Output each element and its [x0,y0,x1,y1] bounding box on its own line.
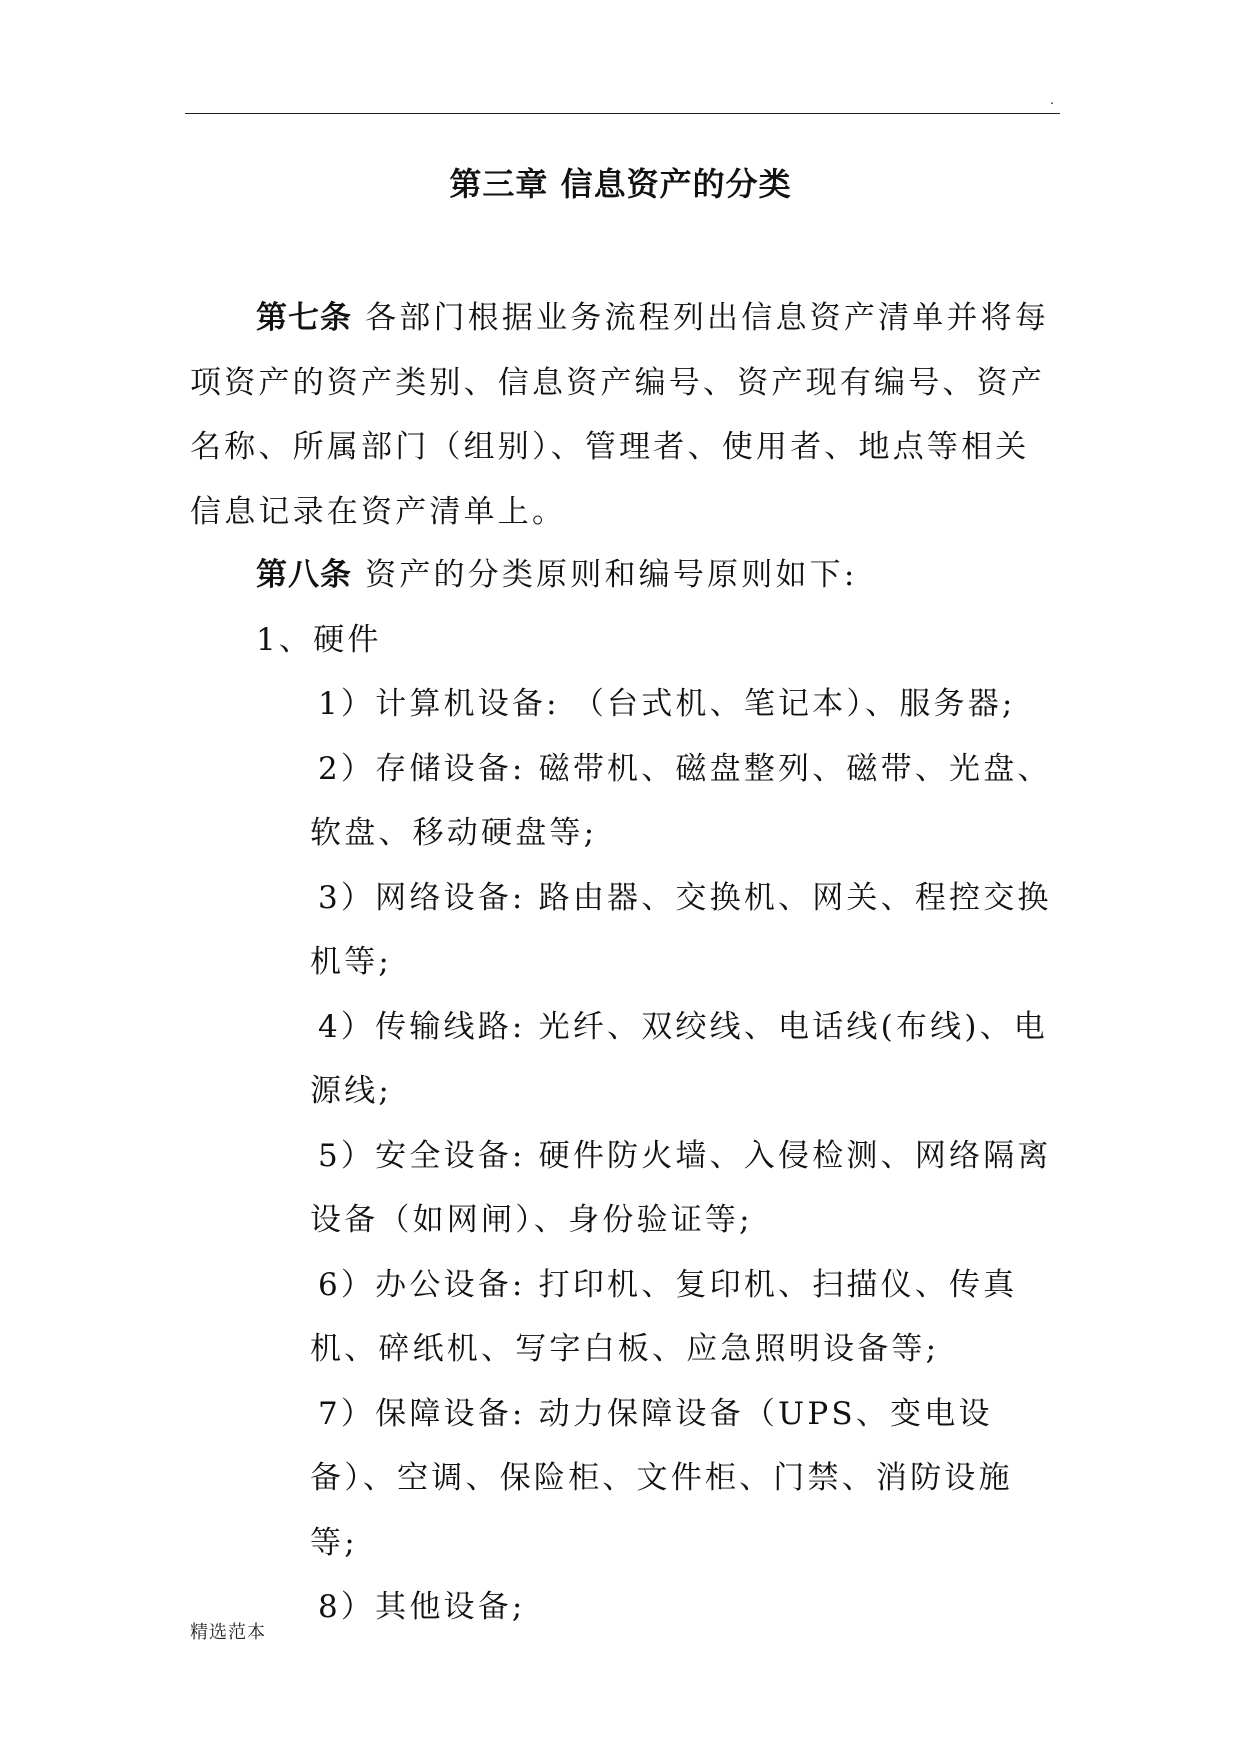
list-item: 4）传输线路: 光纤、双绞线、电话线(布线)、电源线; [310,1008,1049,1109]
list-item: 5）安全设备: 硬件防火墙、入侵检测、网络隔离设备（如网闸）、身份验证等; [310,1137,1052,1238]
chapter-title: 第三章 信息资产的分类 [449,165,792,203]
list-item: 7）保障设备: 动力保障设备（UPS、变电设备）、空调、保险柜、文件柜、门禁、消防设施等; [310,1395,1013,1561]
list-item: 1）计算机设备: （台式机、笔记本）、服务器; [318,686,1016,722]
article-8-text: 资产的分类原则和编号原则如下: [365,557,858,593]
hardware-heading: 1、硬件 [256,622,382,658]
header-dot: . [1050,91,1054,107]
list-item: 2）存储设备: 磁带机、磁盘整列、磁带、光盘、软盘、移动硬盘等; [310,750,1052,851]
list-item: 8）其他设备; [318,1589,526,1625]
article-8-label: 第八条 [256,557,352,593]
article-7-label: 第七条 [256,300,352,336]
footer-text: 精选范本 [190,1622,266,1643]
list-item: 6）办公设备: 打印机、复印机、扫描仪、传真机、碎纸机、写字白板、应急照明设备等; [310,1266,1018,1367]
header-rule [185,113,1060,114]
article-7 [190,286,1058,544]
article-7-text: 各部门根据业务流程列出信息资产清单并将每项资产的资产类别、信息资产编号、资产现有编号、资产名称、所属部门（组别）、管理者、使用者、地点等相关信息记录在资产清单上。 [190,300,1050,530]
list-item: 3）网络设备: 路由器、交换机、网关、程控交换机等; [310,879,1052,980]
hardware-list [310,672,1058,1640]
article-8 [256,543,1058,608]
